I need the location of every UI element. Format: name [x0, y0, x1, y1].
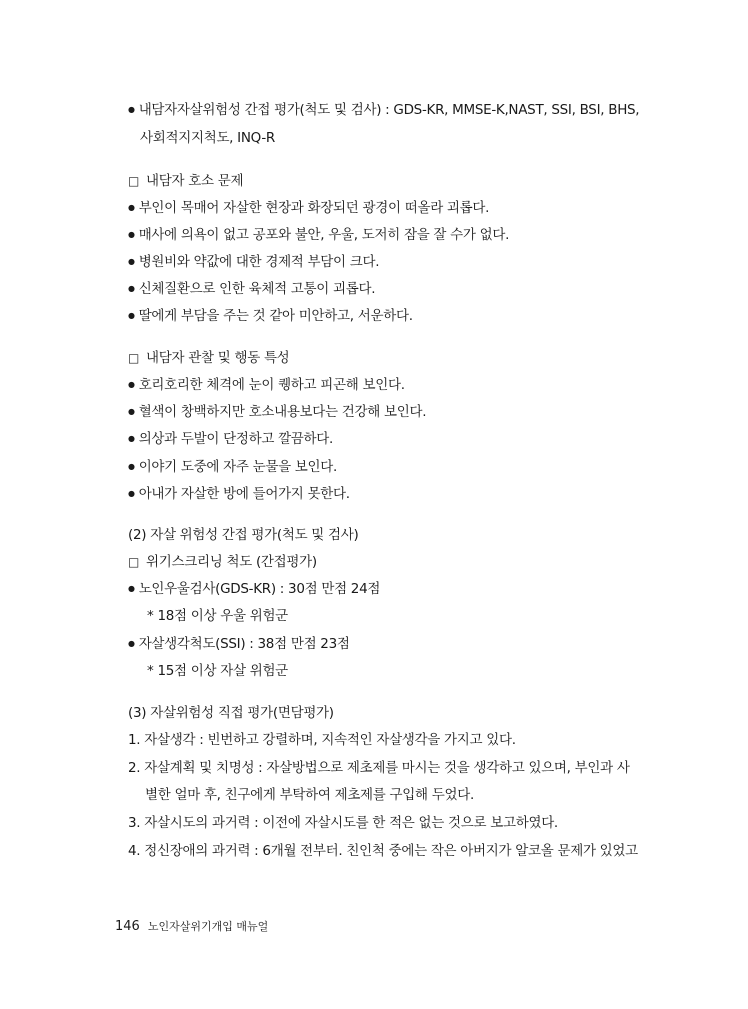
list-item: ● 호리호리한 체격에 눈이 퀭하고 피곤해 보인다.	[128, 376, 405, 396]
list-item: ● 신체질환으로 인한 육체적 고통이 괴롭다.	[128, 280, 375, 300]
list-item: ● 아내가 자살한 방에 들어가지 못한다.	[128, 485, 350, 505]
page-number: 146	[115, 919, 140, 934]
list-item: ● 의상과 두발이 단정하고 깔끔하다.	[128, 430, 333, 450]
list-item: ● 노인우울검사(GDS-KR) : 30점 만점 24점	[128, 580, 380, 600]
list-item: ● 딸에게 부담을 주는 것 같아 미안하고, 서운하다.	[128, 307, 413, 327]
note-suicide-cutoff: * 15점 이상 자살 위험군	[147, 663, 288, 679]
numbered-item: 3. 자살시도의 과거력 : 이전에 자살시도를 한 적은 없는 것으로 보고하였다.	[128, 815, 558, 831]
page-footer	[115, 918, 268, 934]
heading-crisis-screening: □ 위기스크리닝 척도 (간접평가)	[128, 553, 317, 571]
footer-title: 노인자살위기개입 매뉴얼	[147, 920, 269, 933]
numbered-item: 1. 자살생각 : 빈번하고 강렬하며, 지속적인 자살생각을 가지고 있다.	[128, 732, 516, 748]
list-item: ● 매사에 의욕이 없고 공포와 불안, 우울, 도저히 잠을 잘 수가 없다.	[128, 226, 509, 246]
section-heading-3: (3) 자살위험성 직접 평가(면담평가)	[128, 705, 334, 721]
list-item: ● 혈색이 창백하지만 호소내용보다는 건강해 보인다.	[128, 403, 426, 423]
numbered-item: 2. 자살계획 및 치명성 : 자살방법으로 제초제를 마시는 것을 생각하고 있으며, 부인과 사	[128, 760, 630, 776]
line-indirect-eval: ● 내담자자살위험성 간접 평가(척도 및 검사) : GDS-KR, MMSE-K,NAST, SSI, BSI, BHS,	[128, 101, 639, 121]
list-item: ● 병원비와 약값에 대한 경제적 부담이 크다.	[128, 253, 379, 273]
section-heading-2: (2) 자살 위험성 간접 평가(척도 및 검사)	[128, 527, 359, 543]
heading-client-complaints: □ 내담자 호소 문제	[128, 172, 243, 190]
heading-observation: □ 내담자 관찰 및 행동 특성	[128, 349, 289, 367]
list-item: ● 자살생각척도(SSI) : 38점 만점 23점	[128, 635, 350, 655]
numbered-item-cont: 별한 얼마 후, 친구에게 부탁하여 제초제를 구입해 두었다.	[145, 787, 474, 803]
numbered-item: 4. 정신장애의 과거력 : 6개월 전부터. 친인척 중에는 작은 아버지가 알코올 문제가 있었고	[128, 843, 638, 859]
line-indirect-eval-cont: 사회적지지척도, INQ-R	[140, 130, 276, 146]
list-item: ● 부인이 목매어 자살한 현장과 화장되던 광경이 떠올라 괴롭다.	[128, 199, 489, 219]
note-depression-cutoff: * 18점 이상 우울 위험군	[147, 608, 288, 624]
list-item: ● 이야기 도중에 자주 눈물을 보인다.	[128, 458, 337, 478]
